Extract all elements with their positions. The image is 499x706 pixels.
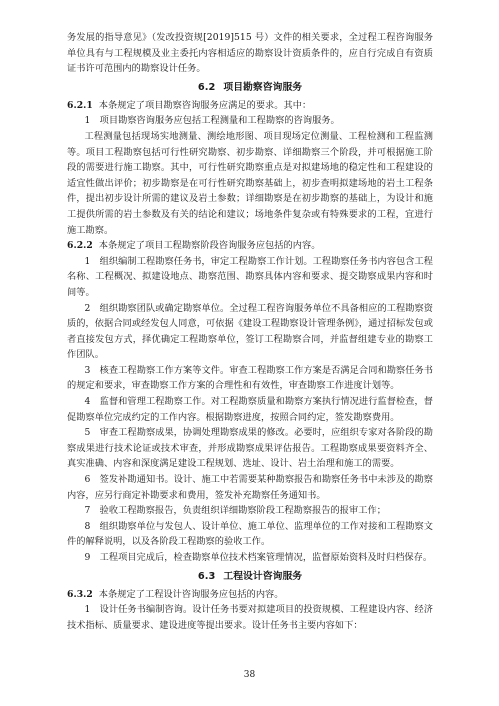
list-item: 4 监督和管理工程勘察工作。对工程勘察质量和勘察方案执行情况进行监督检查，督促勘察单位完成约定的工作内容。根据勘察进度，按照合同约定，签发勘察费用。 [67, 396, 433, 423]
clause-number: 6.2.2 [67, 240, 93, 252]
clause-text: 本条规定了工程设计咨询服务应包括的内容。 [98, 588, 284, 600]
list-item: 8 组织勘察单位与发包人、设计单位、施工单位、监理单位的工作对接和工程勘察文件的解释说明，以及各阶段工程勘察的验收工作。 [67, 520, 433, 548]
clause-number: 6.2.1 [67, 99, 93, 111]
clause-text: 本条规定了项目工程勘察阶段咨询服务应包括的内容。 [98, 240, 321, 252]
clause-number: 6.3.2 [67, 588, 93, 600]
list-item: 1 设计任务书编制咨询。设计任务书要对拟建项目的投资规模、工程建设内容、经济技术指标、质量要求、建设进度等提出要求。设计任务书主要内容如下： [67, 604, 433, 631]
list-item: 2 组织勘察团队或确定勘察单位。全过程工程咨询服务单位不具备相应的工程勘察资质的，依据合同或经发包人同意，可依据《建设工程勘察设计管理条例》，通过招标发包或者直接发包方式，择优确定工程勘察单位，签订工程勘察合同，并监督组建专业的勘察工作团队。 [67, 302, 433, 361]
list-item: 工程测量包括现场实地测量、测绘地形图、项目现场定位测量、工程检测和工程监测等。项目工程勘察包括可行性研究勘察、初步勘察、详细勘察三个阶段，并可根据施工阶段的需要进行施工勘察。其中，可行性研究勘察重点是对拟建场地的稳定性和工程建设的适宜性做出评价；初步勘察是在可行性研究勘察基础上，初步查明拟建场地的岩土工程条件，提出初步设计所需的建议及岩土参数；详细勘察是在初步勘察的基础上，为设计和施工提供所需的岩土参数及有关的结论和建议；场地条件复杂或有特殊要求的工程，宜进行施工勘察。 [67, 130, 433, 236]
section-title: 项目勘察咨询服务 [223, 81, 303, 93]
clause-6-2-1 [67, 98, 433, 114]
section-number: 6.2 [197, 81, 216, 93]
section-heading-6-2 [67, 79, 433, 97]
clause-text: 本条规定了项目勘察咨询服务应满足的要求。其中： [98, 99, 312, 111]
list-item: 3 核查工程勘察工作方案等文件。审查工程勘察工作方案是否满足合同和勘察任务书的规定和要求，审查勘察工作方案的合理性和有效性，审查勘察工作进度计划等。 [67, 364, 433, 392]
list-item: 6 签发补勘通知书。设计、施工中若需要某种勘察报告和勘察任务书中未涉及的勘察内容，应另行商定补勘要求和费用，签发补充勘察任务通知书。 [67, 474, 433, 501]
section-number: 6.3 [197, 570, 216, 582]
list-item: 7 验收工程勘察报告，负责组织详细勘察阶段工程勘察报告的报审工作； [84, 505, 386, 517]
list-item: 1 组织编制工程勘察任务书，审定工程勘察工作计划。工程勘察任务书内容包含工程名称、工程概况、拟建设地点、勘察范围、勘察具体内容和要求、提交勘察成果内容和时间等。 [67, 255, 433, 298]
section-title: 工程设计咨询服务 [223, 570, 303, 582]
list-item: 1 项目勘察咨询服务应包括工程测量和工程勘察的咨询服务。 [84, 115, 340, 127]
list-item: 5 审查工程勘察成果，协调处理勘察成果的修改。必要时，应组织专家对各阶段的勘察成果进行技术论证或技术审查，并形成勘察成果评估报告。工程勘察成果要资料齐全、真实准确、内容和深度满足建设工程规划、选址、设计、岩土治理和施工的需要。 [67, 427, 433, 470]
intro-paragraph: 务发展的指导意见》（发改投资规[2019]515 号）文件的相关要求，全过程工程咨询服务单位具有与工程规模及业主委托内容相适应的勘察设计资质条件的，应自行完成自有资质证书许可范围内的勘察设计任务。 [67, 32, 433, 75]
page-number: 38 [243, 670, 256, 680]
page-content [67, 30, 433, 633]
list-item: 9 工程项目完成后，检查勘察单位技术档案管理情况，监督原始资料及时归档保存。 [84, 552, 433, 563]
clause-6-3-2 [67, 587, 433, 603]
clause-6-2-2 [67, 238, 433, 254]
section-heading-6-3 [67, 568, 433, 586]
